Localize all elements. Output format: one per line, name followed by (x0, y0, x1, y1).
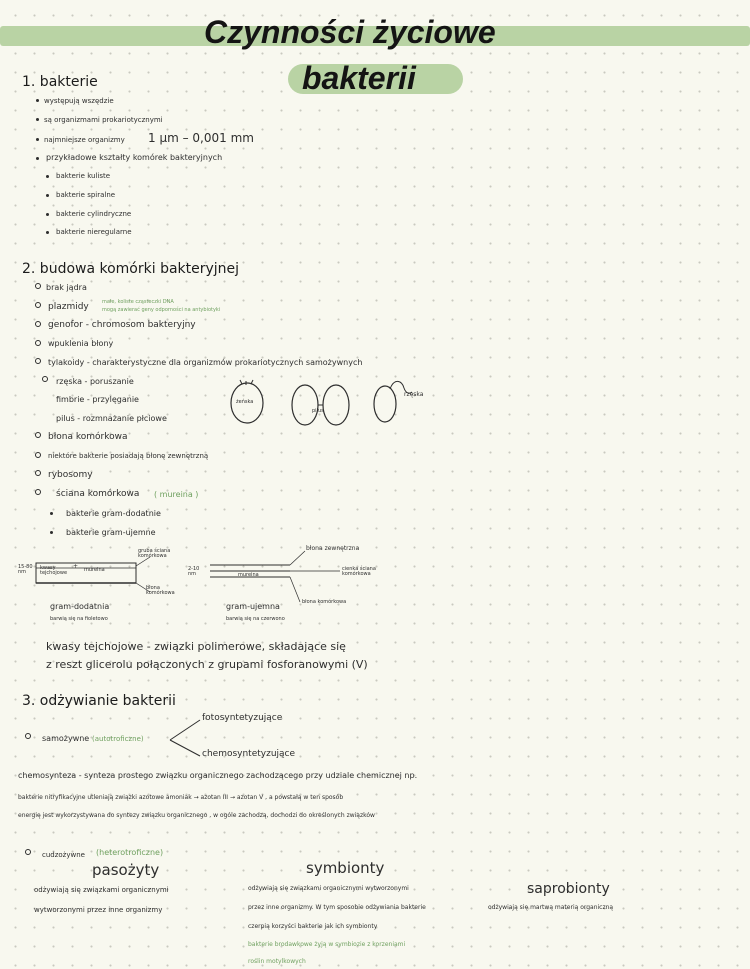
movement-item: rzęska - poruszanie (56, 377, 134, 386)
diagram-label-zenska: żeńska (236, 399, 254, 405)
cudzozywne-note: (heterotroficzne) (96, 848, 164, 857)
section3-heading: 3. odżywianie bakterii (22, 693, 176, 709)
s2-item2: ściana komórkowa (56, 489, 140, 499)
s2-item: plazmidy (48, 302, 89, 312)
samozywne-note: (autotroficzne) (92, 735, 144, 743)
kwasy-definition: z reszt glicerolu połączonych z grupami fosforanowymi (V) (46, 658, 368, 671)
s2-item2: błona komórkowa (48, 432, 128, 442)
plazmidy-note: małe, koliste cząsteczki DNA (102, 299, 174, 305)
kwasy-label: kwasy tejchojowe (40, 565, 68, 576)
kwasy-definition: kwasy tejchojowe - związki polimerowe, składające się (46, 640, 346, 653)
section1-heading: 1. bakterie (22, 74, 98, 90)
pasozyty-desc: wytworzonymi przez inne organizmy (34, 906, 163, 914)
s1-item: występują wszędzie (44, 97, 114, 105)
saprobionty-heading: saprobionty (527, 881, 610, 897)
gram-item: bakterie gram-dodatnie (66, 509, 161, 518)
chemo-line: chemosynteza - synteza prostego związku organicznego zachodzącego przy udziale chemicznej np. (18, 771, 418, 780)
mid-mureina: mureina (238, 572, 259, 578)
branch-chemo: chemosyntetyzujące (202, 749, 296, 759)
symbionty-desc-green: bakterie brodawkowe żyją w symbiozie z korzeniami (248, 941, 406, 948)
samozywne-label: samożywne (42, 734, 90, 743)
symbionty-desc: odżywiają się związkami organicznymi wytworzonymi (248, 885, 409, 892)
left-bottom-label: błona komórkowa (146, 585, 175, 596)
movement-item: fimbrie - przylęganie (56, 395, 139, 404)
shape-item: bakterie nieregularne (56, 228, 132, 236)
right-mid-label: cienka ściana komórkowa (342, 566, 376, 577)
s2-item2: rybosomy (48, 470, 93, 480)
left-top-label: gruba ściana komórkowa (138, 548, 171, 559)
chemo-line: bakterie nitryfikacyjne utleniają związki azotowe amoniak → azotan III → azotan V , a powstałą w ten sposób (18, 794, 344, 801)
plus-sign: + (73, 563, 79, 570)
branch-foto: fotosyntetyzujące (202, 713, 283, 723)
section2-heading: 2. budowa komórki bakteryjnej (22, 261, 240, 277)
s2-item: brak jądra (46, 283, 87, 292)
diagram-label-rzeska: rzęska (404, 391, 424, 398)
symbionty-desc: przez inne organizmy. W tym sposobie odżywiania bakterie (248, 904, 426, 911)
diagram-label-pilus: pilus (312, 408, 324, 414)
sciana-note: ( mureina ) (154, 490, 199, 499)
pasozyty-heading: pasożyty (92, 861, 160, 879)
s1-item: najmniejsze organizmy (44, 136, 125, 144)
cudzozywne-label: cudzożywne (42, 851, 85, 859)
page-title-line1: Czynności życiowe (204, 14, 496, 50)
gram-neg-note: barwią się na czerwono (226, 616, 285, 622)
right-bottom-label: błona komórkowa (302, 599, 347, 605)
shapes-intro: przykładowe kształty komórek bakteryjnych (46, 153, 223, 162)
gram-pos-note: barwią się na fioletowo (50, 616, 108, 622)
s2-item: tylakoidy - charakterystyczne dla organizmów prokariotycznych samożywnych (48, 358, 363, 367)
pasozyty-desc: odżywiają się związkami organicznymi (34, 886, 169, 894)
bullet (25, 849, 31, 855)
chemo-line: energię jest wykorzystywana do syntezy związku organicznego , w ogóle zachodzą, dochodzi do określonych związków (18, 812, 375, 819)
shape-item: bakterie cylindryczne (56, 210, 132, 218)
plazmidy-note: mogą zawierać geny odporności na antybiotyki (102, 307, 221, 313)
size-note: 1 μm – 0,001 mm (148, 131, 254, 145)
left-num: 15-80 nm (18, 564, 33, 575)
gram-pos-label: gram-dodatnia (50, 602, 110, 611)
movement-item: pilus - rozmnażanie płciowe (56, 414, 167, 423)
symbionty-desc-green: roślin motylkowych (248, 958, 306, 965)
s2-item: genofor - chromosom bakteryjny (48, 320, 196, 330)
s2-item: wpuklenia błony (48, 339, 114, 348)
page-title-line2: bakterii (302, 60, 416, 96)
symbionty-desc: czerpią korzyści bakterie jak ich symbionty (248, 923, 378, 930)
saprobionty-desc: odżywiają się martwą materią organiczną (488, 904, 614, 911)
symbionty-heading: symbionty (306, 859, 385, 877)
s2-item2: niektóre bakterie posiadają błonę zewnętrzną (48, 452, 209, 460)
gram-item: bakterie gram-ujemne (66, 528, 156, 537)
right-top-label: błona zewnętrzna (306, 545, 360, 552)
mid-num: 2-10 nm (188, 566, 200, 577)
gram-neg-label: gram-ujemna (226, 602, 280, 611)
shape-item: bakterie spiralne (56, 191, 116, 199)
shape-item: bakterie kuliste (56, 172, 111, 180)
s1-item: są organizmami prokariotycznymi (44, 116, 163, 124)
mureina-label: mureina (84, 567, 105, 573)
